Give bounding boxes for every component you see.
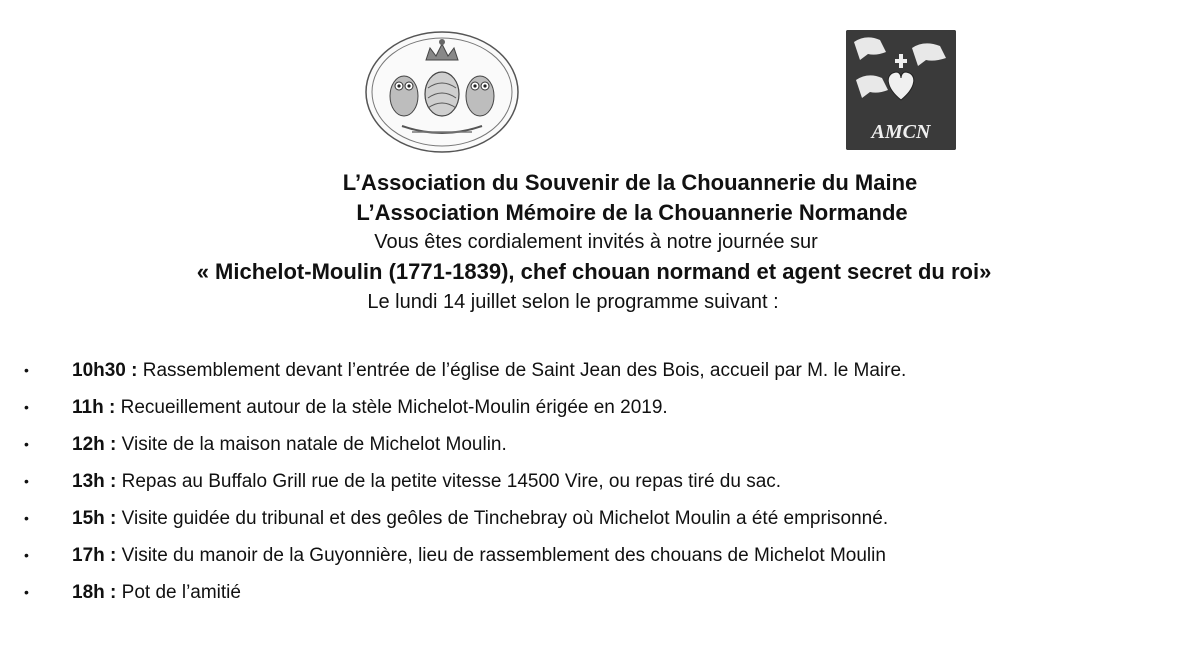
program-separator: :: [104, 582, 122, 603]
program-time: 17h: [72, 545, 105, 566]
program-time: 11h: [72, 397, 104, 418]
list-item: [0, 426, 1200, 463]
list-item: [0, 352, 1200, 389]
association-maine-title: L’Association du Souvenir de la Chouannerie du Maine: [342, 170, 918, 195]
invite-text: Vous êtes cordialement invités à notre journée sur: [374, 231, 818, 253]
program-list: [0, 352, 1200, 611]
program-description: Pot de l’amitié: [121, 582, 241, 603]
event-date: Le lundi 14 juillet selon le programme suivant :: [367, 291, 779, 313]
program-description: Visite de la maison natale de Michelot Moulin.: [121, 434, 507, 455]
program-time: 12h: [72, 434, 105, 455]
program-separator: :: [104, 508, 122, 529]
list-item: [0, 500, 1200, 537]
royal-seal-logo: [362, 30, 522, 155]
program-time: 18h: [72, 582, 105, 603]
program-description: Rassemblement devant l’entrée de l’église de Saint Jean des Bois, accueil par M. le Maire.: [142, 360, 907, 381]
program-time: 13h: [72, 471, 105, 492]
bullet-icon: •: [24, 510, 29, 526]
bullet-icon: •: [24, 436, 29, 452]
program-separator: :: [104, 471, 122, 492]
list-item: [0, 537, 1200, 574]
event-theme: « Michelot-Moulin (1771-1839), chef chouan normand et agent secret du roi»: [196, 259, 992, 284]
program-description: Recueillement autour de la stèle Michelot-Moulin érigée en 2019.: [120, 397, 668, 418]
list-item: [0, 463, 1200, 500]
program-description: Visite guidée du tribunal et des geôles de Tinchebray où Michelot Moulin a été emprisonné.: [121, 508, 889, 529]
amcn-logo-text: AMCN: [871, 121, 931, 143]
program-time: 10h30: [72, 360, 126, 381]
bullet-icon: •: [24, 584, 29, 600]
program-description: Repas au Buffalo Grill rue de la petite vitesse 14500 Vire, ou repas tiré du sac.: [121, 471, 782, 492]
program-separator: :: [104, 434, 122, 455]
program-time: 15h: [72, 508, 105, 529]
bullet-icon: •: [24, 362, 29, 378]
amcn-logo: [846, 30, 956, 150]
list-item: [0, 389, 1200, 426]
association-normande-title: L’Association Mémoire de la Chouannerie Normande: [356, 200, 908, 225]
program-description: Visite du manoir de la Guyonnière, lieu de rassemblement des chouans de Michelot Moulin: [121, 545, 886, 566]
invitation-header: [0, 168, 1200, 316]
program-separator: :: [125, 360, 143, 381]
program-separator: :: [104, 545, 122, 566]
bullet-icon: •: [24, 399, 29, 415]
bullet-icon: •: [24, 547, 29, 563]
program-separator: :: [103, 397, 121, 418]
list-item: [0, 574, 1200, 611]
bullet-icon: •: [24, 473, 29, 489]
